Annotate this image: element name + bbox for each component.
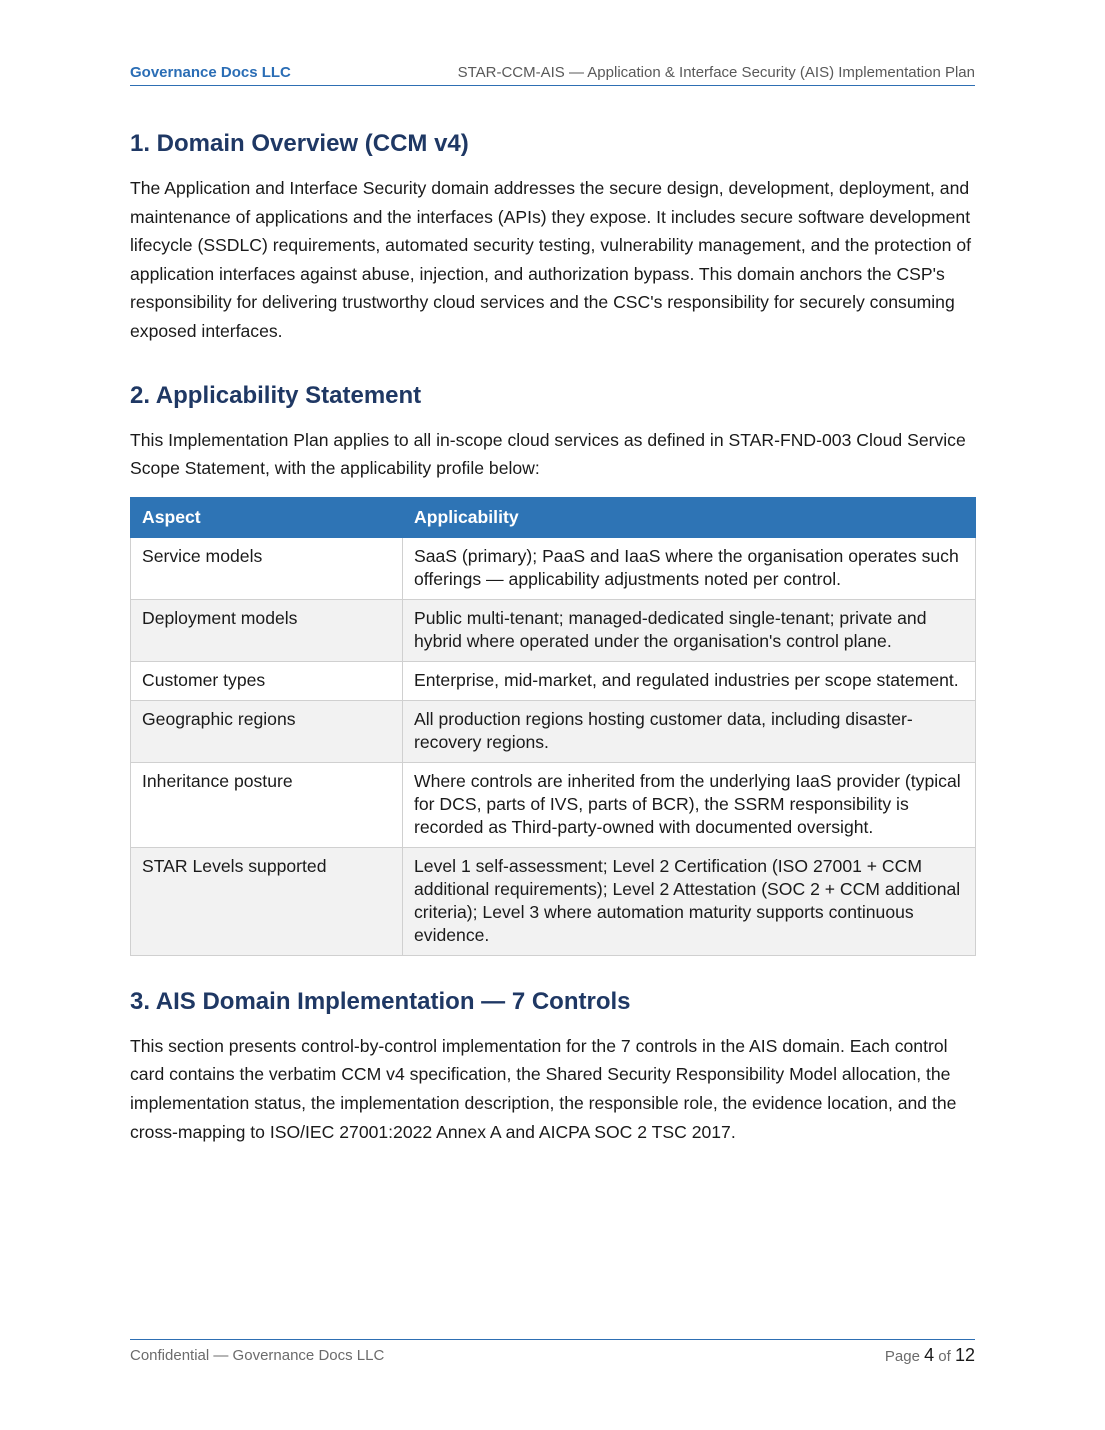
table-header-row [131,497,976,537]
document-title: STAR-CCM-AIS — Application & Interface Security (AIS) Implementation Plan [457,64,975,81]
table-header-aspect: Aspect [131,497,403,537]
table-cell-aspect: STAR Levels supported [131,847,403,955]
page-content [130,128,975,1146]
table-header-applicability: Applicability [403,497,976,537]
current-page: 4 [924,1345,935,1365]
table-row [131,661,976,700]
section-2-heading: 2. Applicability Statement [130,381,422,409]
page-number [885,1345,975,1366]
section-1-heading: 1. Domain Overview (CCM v4) [130,130,469,157]
table-cell-aspect: Customer types [131,661,403,700]
applicability-table [130,497,976,956]
table-cell-aspect: Service models [131,537,403,599]
table-row [131,537,976,599]
table-row [131,700,976,762]
page-footer [130,1339,975,1370]
table-cell-applicability: SaaS (primary); PaaS and IaaS where the organisation operates such offerings — applicability adjustments noted per control. [403,537,976,599]
table-row [131,762,976,847]
section-3-paragraph: This section presents control-by-control implementation for the 7 controls in the AIS domain. Each control card contains the verbatim CCM v4 specification, the Shared Security Responsibility Model allocation, the implementation status, the implementation description, the responsible role, the evidence location, and the cross-mapping to ISO/IEC 27001:2022 Annex A and AICPA SOC 2 TSC 2017. [130,1035,957,1142]
table-cell-aspect: Deployment models [131,599,403,661]
table-row [131,599,976,661]
company-name: Governance Docs LLC [130,64,291,81]
table-cell-applicability: Where controls are inherited from the underlying IaaS provider (typical for DCS, parts of IVS, parts of BCR), the SSRM responsibility is recorded as Third-party-owned with documented oversight. [403,762,976,847]
table-cell-applicability: Public multi-tenant; managed-dedicated single-tenant; private and hybrid where operated under the organisation's control plane. [403,599,976,661]
page-header [130,64,975,86]
table-cell-applicability: Enterprise, mid-market, and regulated industries per scope statement. [403,661,976,700]
section-3-heading: 3. AIS Domain Implementation — 7 Controls [130,987,631,1015]
section-1-paragraph: The Application and Interface Security domain addresses the secure design, development, deployment, and maintenance of applications and the interfaces (APIs) they expose. It includes secure software development lifecycle (SSDLC) requirements, automated security testing, vulnerability management, and the protection of application interfaces against abuse, injection, and authorization bypass. This domain anchors the CSP's responsibility for delivering trustworthy cloud services and the CSC's responsibility for securely consuming exposed interfaces. [130,178,972,341]
table-cell-aspect: Geographic regions [131,700,403,762]
section-2-paragraph: This Implementation Plan applies to all in-scope cloud services as defined in STAR-FND-003 Cloud Service Scope Statement, with the applicability profile below: [130,429,966,479]
total-pages: 12 [954,1345,975,1365]
confidential-notice: Confidential — Governance Docs LLC [130,1347,385,1364]
page-label: Page [884,1348,920,1365]
of-label: of [938,1348,951,1365]
table-cell-aspect: Inheritance posture [131,762,403,847]
table-cell-applicability: Level 1 self-assessment; Level 2 Certification (ISO 27001 + CCM additional requirements); Level 2 Attestation (SOC 2 + CCM additional criteria); Level 3 where automation maturity supports continuous evidence. [403,847,976,955]
table-cell-applicability: All production regions hosting customer data, including disaster-recovery regions. [403,700,976,762]
table-row [131,847,976,955]
